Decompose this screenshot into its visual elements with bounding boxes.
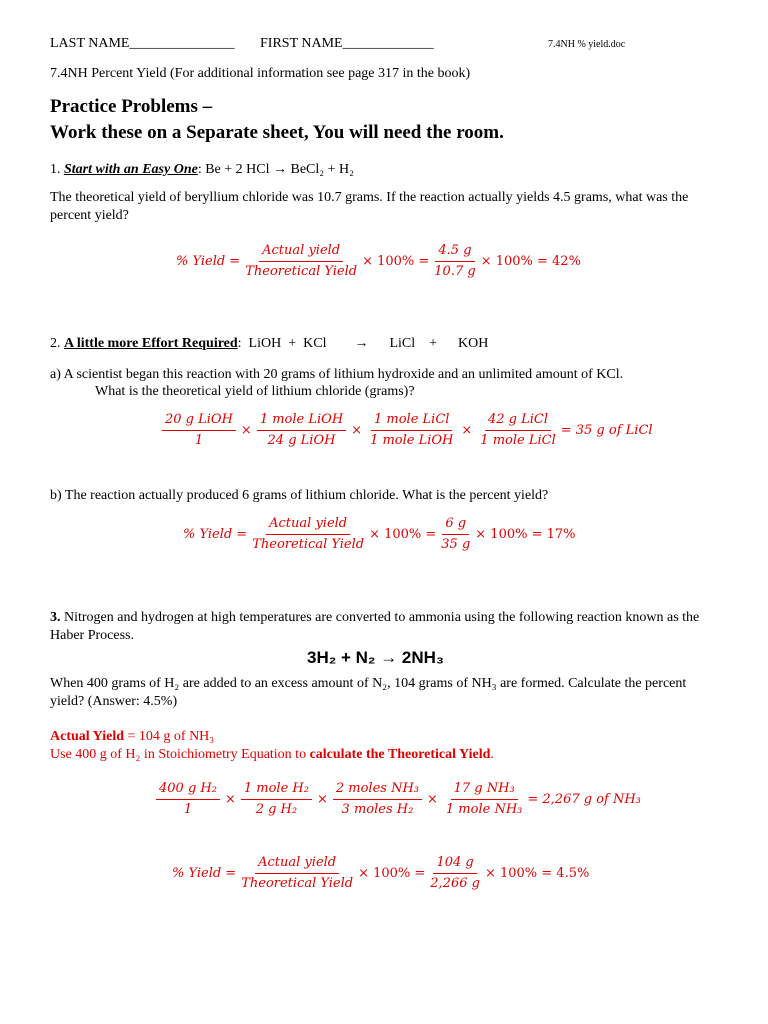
- heading-line-2: Work these on a Separate sheet, You will need the room.: [50, 122, 504, 143]
- problem-1-number: 1.: [50, 162, 64, 177]
- fraction: [427, 854, 483, 893]
- eq-mid: × 100% =: [358, 866, 426, 881]
- fraction: [162, 411, 236, 450]
- fraction: [438, 515, 473, 554]
- eq-mid: × 100% =: [369, 527, 437, 542]
- use-line-text: Use 400 g of H₂ in Stoichiometry Equation to: [50, 747, 310, 762]
- times-sign: ×: [461, 423, 473, 438]
- numerator: 2 moles NH₃: [333, 780, 422, 800]
- denominator: 1 mole NH₃: [445, 802, 523, 817]
- denominator: 1: [194, 433, 204, 448]
- numerator: 1 mole LiCl: [371, 411, 452, 431]
- numerator: 20 g LiOH: [162, 411, 236, 431]
- denominator: 2,266 g: [430, 876, 480, 891]
- denominator: 3 moles H₂: [341, 802, 414, 817]
- problem-2b-text: b) The reaction actually produced 6 grams of lithium chloride. What is the percent yield?: [50, 488, 549, 503]
- numerator: Actual yield: [259, 242, 343, 262]
- actual-yield-value: = 104 g of NH₃: [124, 729, 215, 744]
- denominator: 2 g H₂: [255, 802, 298, 817]
- denominator: 35 g: [441, 537, 471, 552]
- page-title: 7.4NH Percent Yield (For additional information see page 317 in the book): [50, 66, 471, 81]
- numerator: 42 g LiCl: [485, 411, 551, 431]
- use-line-period: .: [490, 747, 494, 762]
- fraction: [242, 242, 360, 281]
- eq-end: × 100% = 17%: [475, 527, 576, 542]
- haber-reaction: 3H₂ + N₂ → 2NH₃: [307, 648, 444, 667]
- denominator: 1 mole LiOH: [370, 433, 454, 448]
- problem-1-yield-equation: [176, 242, 581, 281]
- problem-2-yield-equation: [183, 515, 576, 554]
- denominator: Theoretical Yield: [252, 537, 365, 552]
- numerator: 1 mole LiOH: [257, 411, 346, 431]
- problem-1-label: Start with an Easy One: [64, 162, 198, 177]
- numerator: Actual yield: [255, 854, 339, 874]
- numerator: Actual yield: [266, 515, 350, 535]
- fraction: [443, 780, 525, 819]
- problem-2a-line-2: What is the theoretical yield of lithium chloride (grams)?: [95, 384, 415, 399]
- problem-2-stoichiometry: [160, 411, 653, 450]
- last-name-field: LAST NAME_______________: [50, 36, 235, 51]
- fraction: [238, 854, 356, 893]
- use-line: [50, 746, 494, 764]
- times-sign: ×: [316, 792, 328, 807]
- denominator: 1 mole LiCl: [480, 433, 556, 448]
- denominator: Theoretical Yield: [241, 876, 354, 891]
- eq-mid: × 100% =: [362, 254, 430, 269]
- problem-3-number: 3.: [50, 610, 61, 625]
- stoich-result: = 35 g of LiCl: [560, 423, 653, 438]
- numerator: 1 mole H₂: [241, 780, 312, 800]
- problem-1-equation: : Be + 2 HCl → BeCl₂ + H₂: [197, 162, 355, 177]
- denominator: 1: [183, 802, 193, 817]
- denominator: 24 g LiOH: [267, 433, 336, 448]
- fraction: [156, 780, 220, 819]
- fraction: [477, 411, 558, 450]
- problem-3-yield-equation: [172, 854, 589, 893]
- times-sign: ×: [240, 423, 252, 438]
- numerator: 104 g: [433, 854, 476, 874]
- times-sign: ×: [427, 792, 438, 807]
- problem-3-intro: [50, 609, 720, 645]
- problem-3-intro-text: Nitrogen and hydrogen at high temperatures are converted to ammonia using the following reaction known as the Haber Process.: [50, 610, 700, 643]
- stoich-result: = 2,267 g of NH₃: [527, 792, 641, 807]
- eq-lhs: % Yield =: [172, 866, 237, 881]
- problem-2-reaction: [50, 335, 488, 353]
- problem-2a-line-1: a) A scientist began this reaction with 20 grams of lithium hydroxide and an unlimited amount of KCl.: [50, 367, 624, 382]
- eq-lhs: % Yield =: [176, 254, 241, 269]
- fraction: [367, 411, 456, 450]
- fraction: [333, 780, 422, 819]
- practice-heading: [50, 94, 504, 146]
- numerator: 17 g NH₃: [451, 780, 518, 800]
- first-name-field: FIRST NAME_____________: [260, 36, 434, 51]
- fraction: [257, 411, 346, 450]
- numerator: 6 g: [442, 515, 469, 535]
- file-name: 7.4NH % yield.doc: [548, 39, 626, 50]
- problem-3-question: When 400 grams of H₂ are added to an excess amount of N₂, 104 grams of NH₃ are formed. Calculate the percent yield? (Answer: 4.5%): [50, 676, 687, 709]
- eq-lhs: % Yield =: [183, 527, 248, 542]
- problem-1-text: The theoretical yield of beryllium chloride was 10.7 grams. If the reaction actually yields 4.5 grams, what was the percent yield?: [50, 190, 689, 223]
- problem-3-stoichiometry: [154, 780, 641, 819]
- numerator: 400 g H₂: [156, 780, 220, 800]
- denominator: Theoretical Yield: [245, 264, 358, 279]
- fraction: [241, 780, 312, 819]
- problem-2-equation: : LiOH + KCl → LiCl + KOH: [237, 336, 489, 351]
- numerator: 4.5 g: [435, 242, 474, 262]
- heading-line-1: Practice Problems –: [50, 96, 213, 117]
- problem-1-reaction: [50, 161, 354, 179]
- denominator: 10.7 g: [434, 264, 476, 279]
- times-sign: ×: [351, 423, 363, 438]
- actual-yield-label: Actual Yield: [50, 729, 125, 744]
- actual-yield-line: [50, 728, 214, 746]
- eq-end: × 100% = 42%: [480, 254, 581, 269]
- problem-2-label: A little more Effort Required: [64, 336, 238, 351]
- fraction: [431, 242, 478, 281]
- fraction: [249, 515, 367, 554]
- use-line-bold: calculate the Theoretical Yield: [309, 747, 491, 762]
- problem-2-number: 2.: [50, 336, 64, 351]
- eq-end: × 100% = 4.5%: [484, 866, 590, 881]
- times-sign: ×: [224, 792, 236, 807]
